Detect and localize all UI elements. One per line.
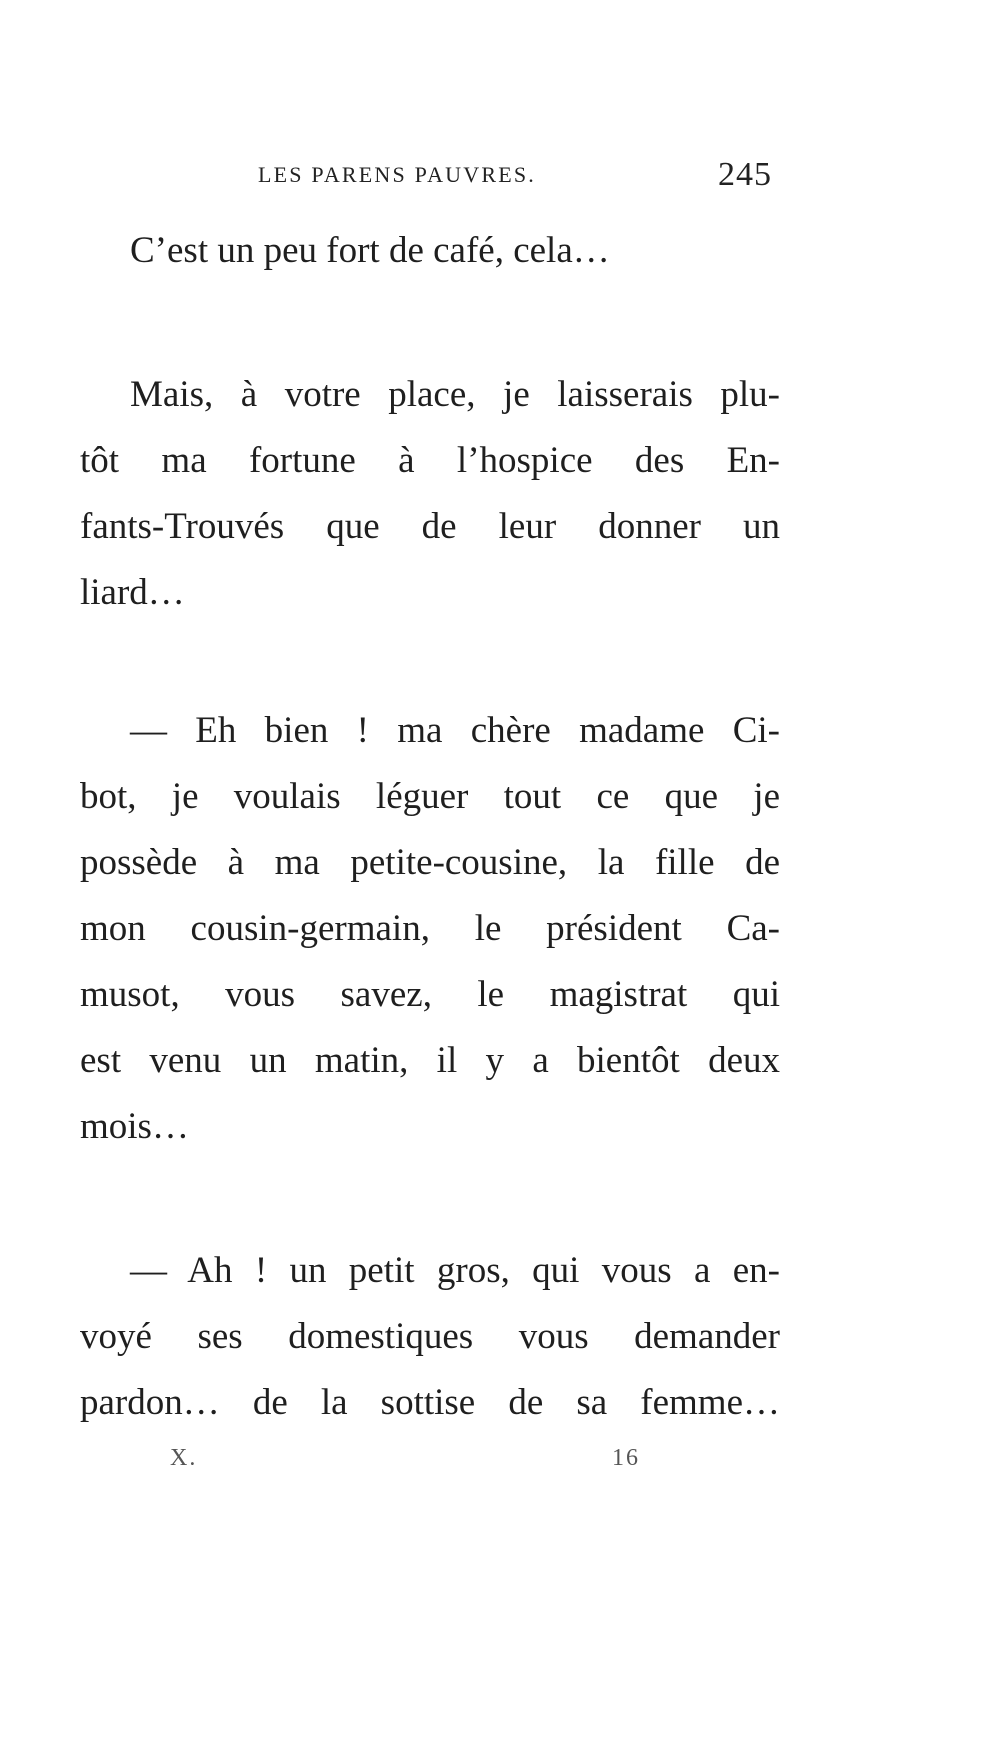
text-line: mois… — [80, 1106, 189, 1147]
text-line: est venu un matin, il y a bientôt deux — [80, 1040, 780, 1081]
text-line: — Ah ! un petit gros, qui vous a en- — [130, 1250, 780, 1291]
text-line: pardon… de la sottise de sa femme… — [80, 1382, 780, 1423]
paragraph-3 — [80, 698, 780, 1160]
text-line: tôt ma fortune à l’hospice des En- — [80, 440, 780, 481]
text-line: Mais, à votre place, je laisserais plu- — [130, 374, 780, 415]
text-line: bot, je voulais léguer tout ce que je — [80, 776, 780, 817]
text-line: liard… — [80, 572, 185, 613]
text-line: fants-Trouvés que de leur donner un — [80, 506, 780, 547]
text-line: voyé ses domestiques vous demander — [80, 1316, 780, 1357]
page-number: 245 — [718, 156, 772, 193]
text-line: mon cousin-germain, le président Ca- — [80, 908, 780, 949]
paragraph-2 — [80, 362, 780, 626]
signature-mark: 16 — [612, 1445, 640, 1471]
text-line: C’est un peu fort de café, cela… — [130, 230, 610, 271]
running-head — [0, 156, 1000, 202]
paragraph-1 — [80, 218, 780, 284]
running-title: LES PARENS PAUVRES. — [258, 162, 536, 187]
volume-mark: X. — [170, 1445, 198, 1471]
paragraph-4 — [80, 1238, 780, 1436]
text-line: musot, vous savez, le magistrat qui — [80, 974, 780, 1015]
text-line: — Eh bien ! ma chère madame Ci- — [130, 710, 780, 751]
text-line: possède à ma petite-cousine, la fille de — [80, 842, 780, 883]
